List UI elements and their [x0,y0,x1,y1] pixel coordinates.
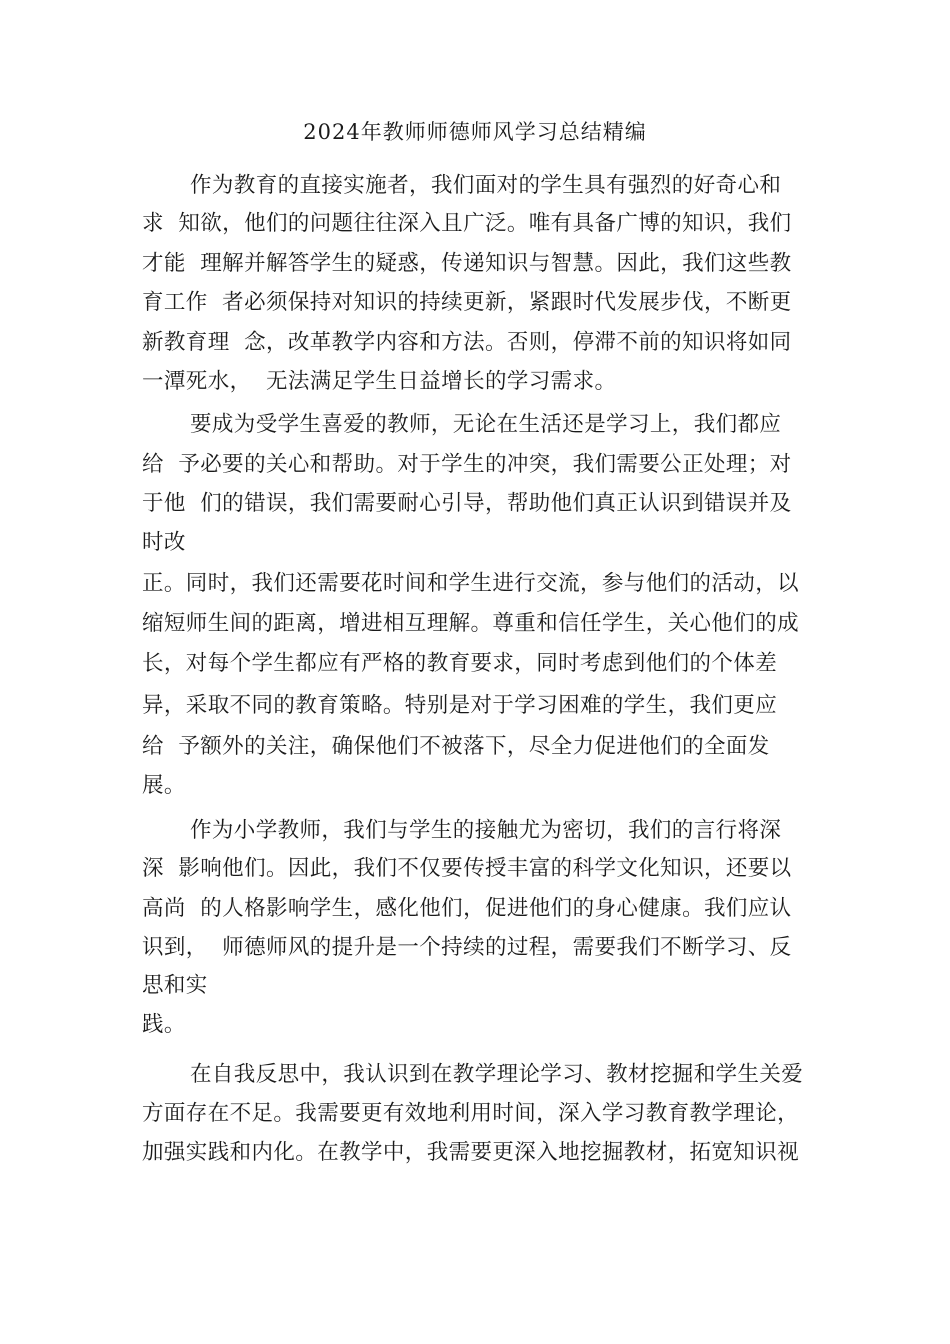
paragraph-4-line-3: 加强实践和内化。在教学中，我需要更深入地挖掘教材，拓宽知识视 [142,1140,800,1165]
paragraph-2-line-7: 长，对每个学生都应有严格的教育要求，同时考虑到他们的个体差 [142,651,778,676]
paragraph-3-line-6: 践。 [142,1012,186,1037]
paragraph-4-line-2: 方面存在不足。我需要更有效地利用时间，深入学习教育教学理论， [142,1101,800,1126]
paragraph-2-line-10: 展。 [142,773,186,798]
paragraph-1-line-5: 新教育理 念，改革教学内容和方法。否则，停滞不前的知识将如同 [142,330,792,355]
paragraph-1-line-2: 求 知欲，他们的问题往往深入且广泛。唯有具备广博的知识，我们 [142,211,792,236]
paragraph-3-line-2: 深 影响他们。因此，我们不仅要传授丰富的科学文化知识，还要以 [142,856,792,881]
paragraph-3-line-4: 识到， 师德师风的提升是一个持续的过程，需要我们不断学习、反 [142,935,792,960]
paragraph-2-line-2: 给 予必要的关心和帮助。对于学生的冲突，我们需要公正处理；对 [142,452,792,477]
document-title: 2024年教师师德师风学习总结精编 [303,120,647,144]
paragraph-3-line-5: 思和实 [142,973,208,998]
paragraph-2-line-1: 要成为受学生喜爱的教师，无论在生活还是学习上，我们都应 [190,412,782,437]
paragraph-2-line-4: 时改 [142,530,186,555]
paragraph-1-line-6: 一潭死水， 无法满足学生日益增长的学习需求。 [142,369,617,394]
paragraph-3-line-3: 高尚 的人格影响学生，感化他们，促进他们的身心健康。我们应认 [142,896,792,921]
paragraph-2-line-9: 给 予额外的关注，确保他们不被落下，尽全力促进他们的全面发 [142,734,770,759]
paragraph-1-line-3: 才能 理解并解答学生的疑惑，传递知识与智慧。因此，我们这些教 [142,251,792,276]
paragraph-3-line-1: 作为小学教师，我们与学生的接触尤为密切，我们的言行将深 [190,818,782,843]
paragraph-2-line-5: 正。同时，我们还需要花时间和学生进行交流，参与他们的活动，以 [142,571,800,596]
paragraph-1-line-4: 育工作 者必须保持对知识的持续更新，紧跟时代发展步伐，不断更 [142,290,792,315]
paragraph-1-line-1: 作为教育的直接实施者，我们面对的学生具有强烈的好奇心和 [190,173,782,198]
paragraph-4-line-1: 在自我反思中，我认识到在教学理论学习、教材挖掘和学生关爱 [190,1062,804,1087]
paragraph-2-line-3: 于他 们的错误，我们需要耐心引导，帮助他们真正认识到错误并及 [142,491,792,516]
paragraph-2-line-8: 异，采取不同的教育策略。特别是对于学习困难的学生，我们更应 [142,693,778,718]
paragraph-2-line-6: 缩短师生间的距离，增进相互理解。尊重和信任学生，关心他们的成 [142,611,800,636]
